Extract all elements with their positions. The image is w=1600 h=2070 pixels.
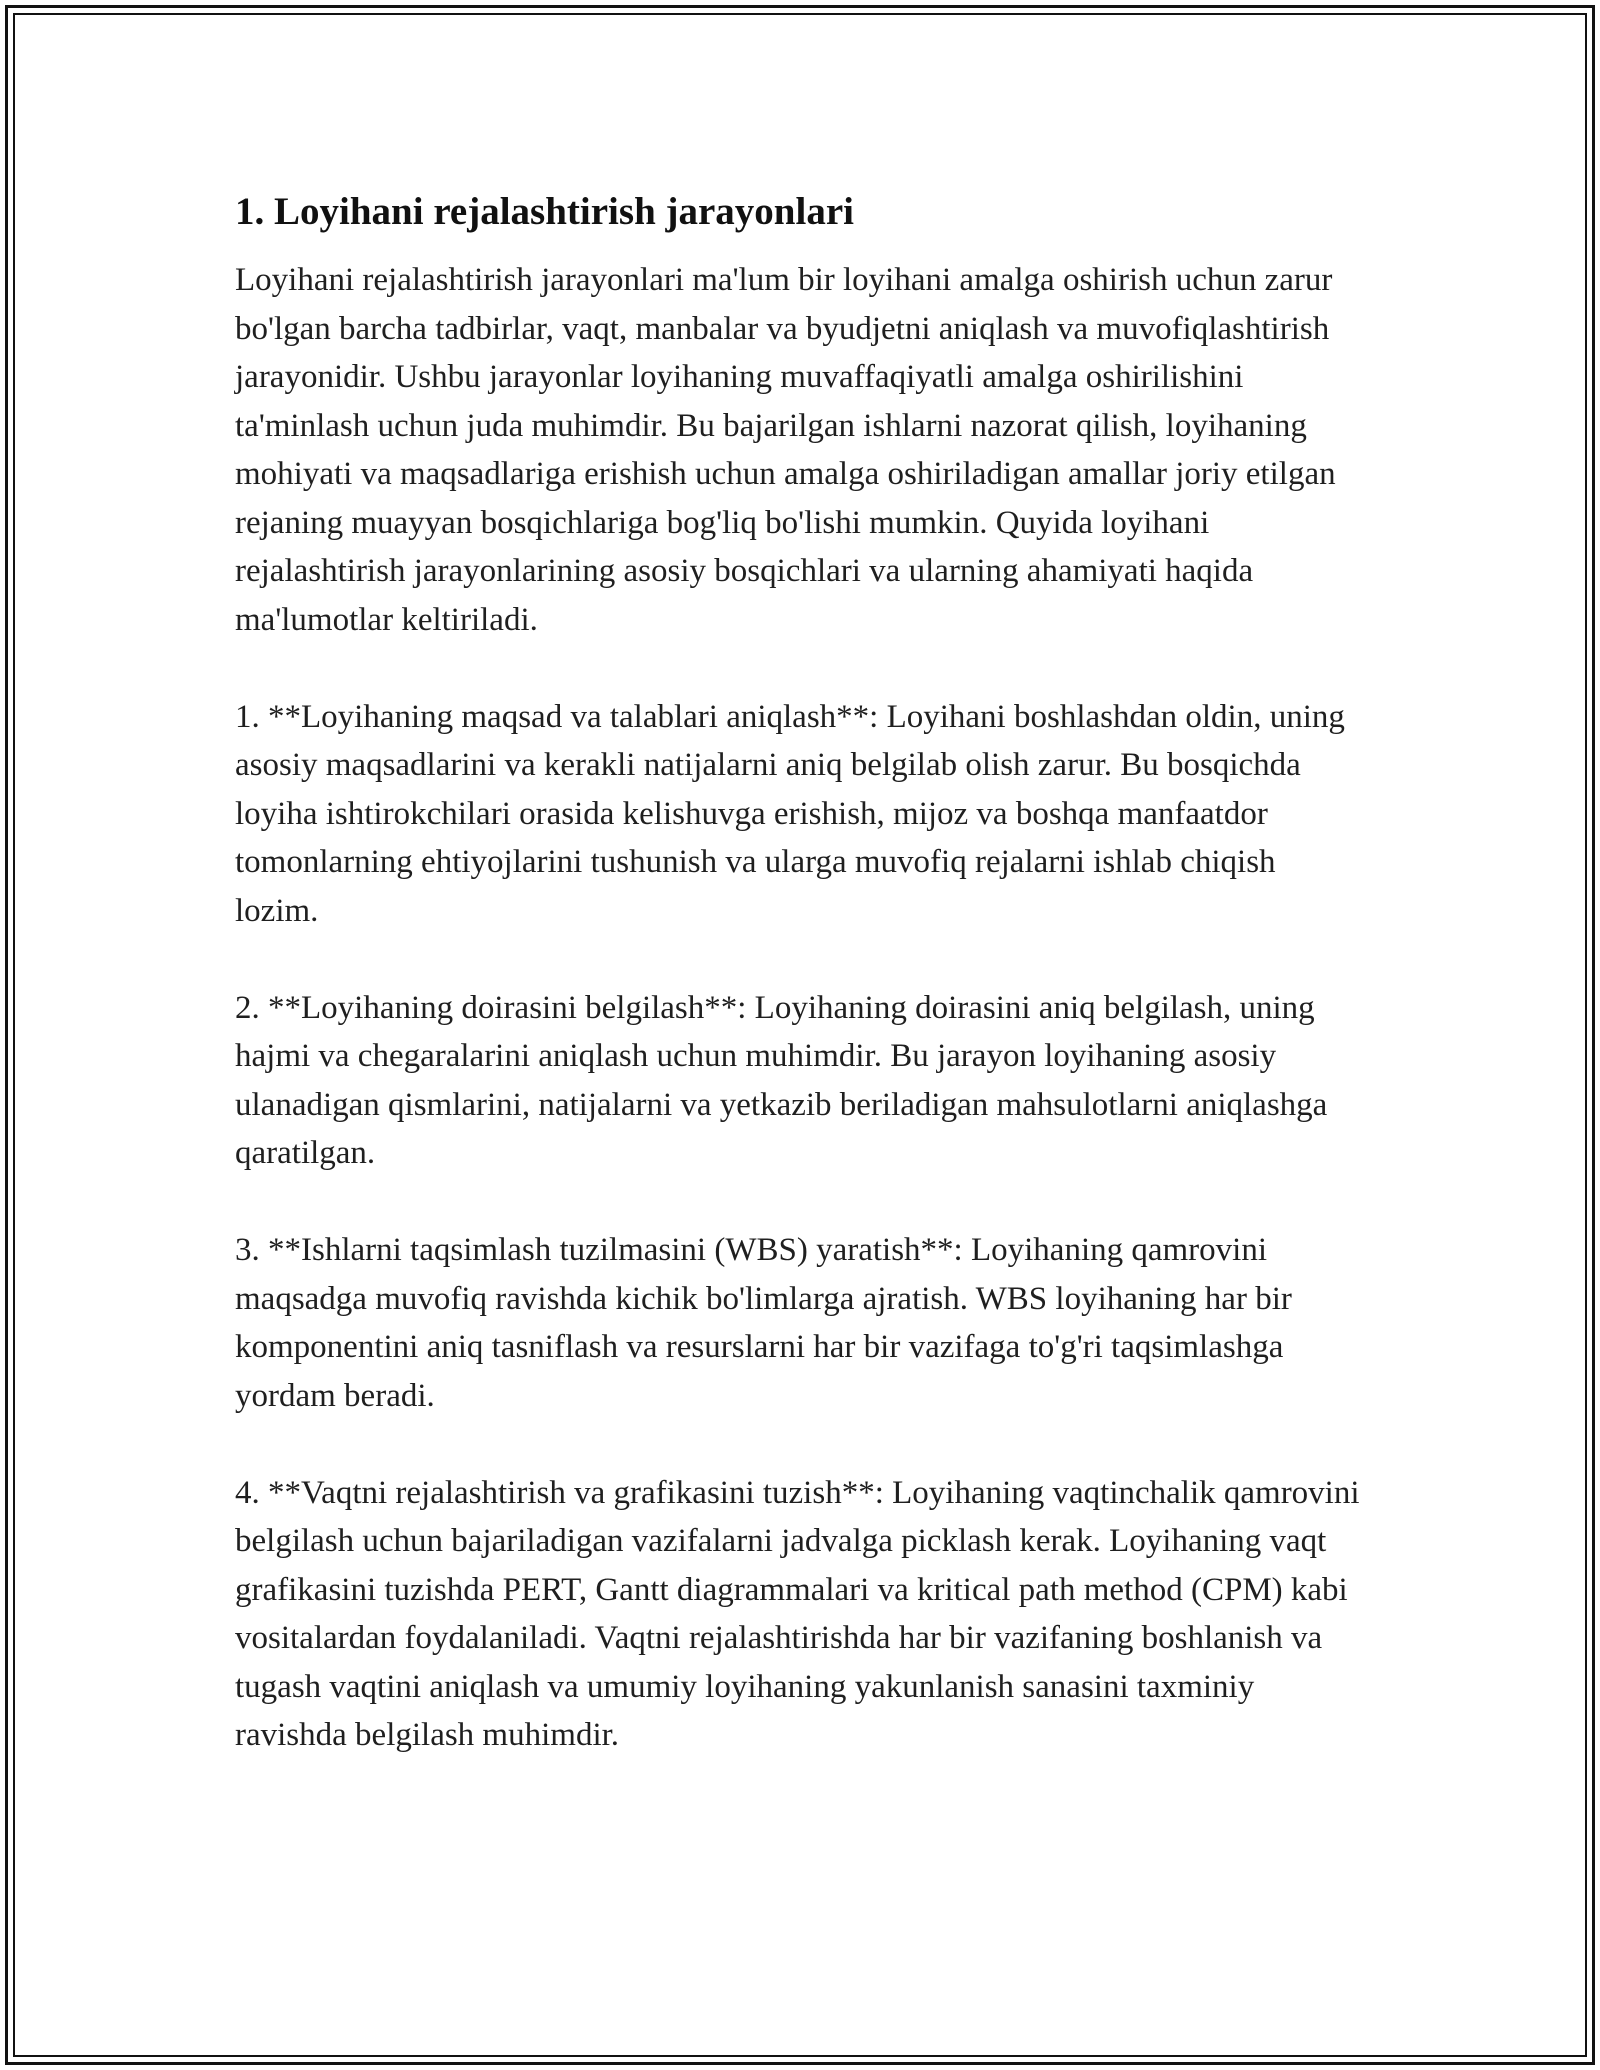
step-1-paragraph: 1. **Loyihaning maqsad va talablari aniqlash**: Loyihani boshlashdan oldin, uning asosiy maqsadlarini va kerakli natijalarni aniq belgilab olish zarur. Bu bosqichda loyiha ishtirokchilari orasida kelishuvga erishish, mijoz va boshqa manfaatdor tomonlarning ehtiyojlarini tushunish va ularga muvofiq rejalarni ishlab chiqish lozim. [235, 698, 1345, 929]
document-body [235, 188, 1365, 1808]
step-4-paragraph: 4. **Vaqtni rejalashtirish va grafikasini tuzish**: Loyihaning vaqtinchalik qamrovini belgilash uchun bajariladigan vazifalarni jadvalga picklash kerak. Loyihaning vaqt grafikasini tuzishda PERT, Gantt diagrammalari va kritical path method (CPM) kabi vositalardan foydalaniladi. Vaqtni rejalashtirishda har bir vazifaning boshlanish va tugash vaqtini aniqlash va umumiy loyihaning yakunlanish sanasini taxminiy ravishda belgilash muhimdir. [235, 1474, 1360, 1753]
step-2-paragraph: 2. **Loyihaning doirasini belgilash**: Loyihaning doirasini aniq belgilash, uning hajmi va chegaralarini aniqlash uchun muhimdir. Bu jarayon loyihaning asosiy ulanadigan qismlarini, natijalarni va yetkazib beriladigan mahsulotlarni aniqlashga qaratilgan. [235, 989, 1328, 1171]
step-3-paragraph: 3. **Ishlarni taqsimlash tuzilmasini (WBS) yaratish**: Loyihaning qamrovini maqsadga muvofiq ravishda kichik bo'limlarga ajratish. WBS loyihaning har bir komponentini aniq tasniflash va resurslarni har bir vazifaga to'g'ri taqsimlashga yordam beradi. [235, 1232, 1292, 1414]
intro-paragraph: Loyihani rejalashtirish jarayonlari ma'lum bir loyihani amalga oshirish uchun zarur bo'lgan barcha tadbirlar, vaqt, manbalar va byudjetni aniqlash va muvofiqlashtirish jarayonidir. Ushbu jarayonlar loyihaning muvaffaqiyatli amalga oshirilishini ta'minlash uchun juda muhimdir. Bu bajarilgan ishlarni nazorat qilish, loyihaning mohiyati va maqsadlariga erishish uchun amalga oshiriladigan amallar joriy etilgan rejaning muayyan bosqichlariga bog'liq bo'lishi mumkin. Quyida loyihani rejalashtirish jarayonlarining asosiy bosqichlari va ularning ahamiyati haqida ma'lumotlar keltiriladi. [235, 262, 1336, 638]
document-title: 1. Loyihani rejalashtirish jarayonlari [235, 190, 854, 233]
